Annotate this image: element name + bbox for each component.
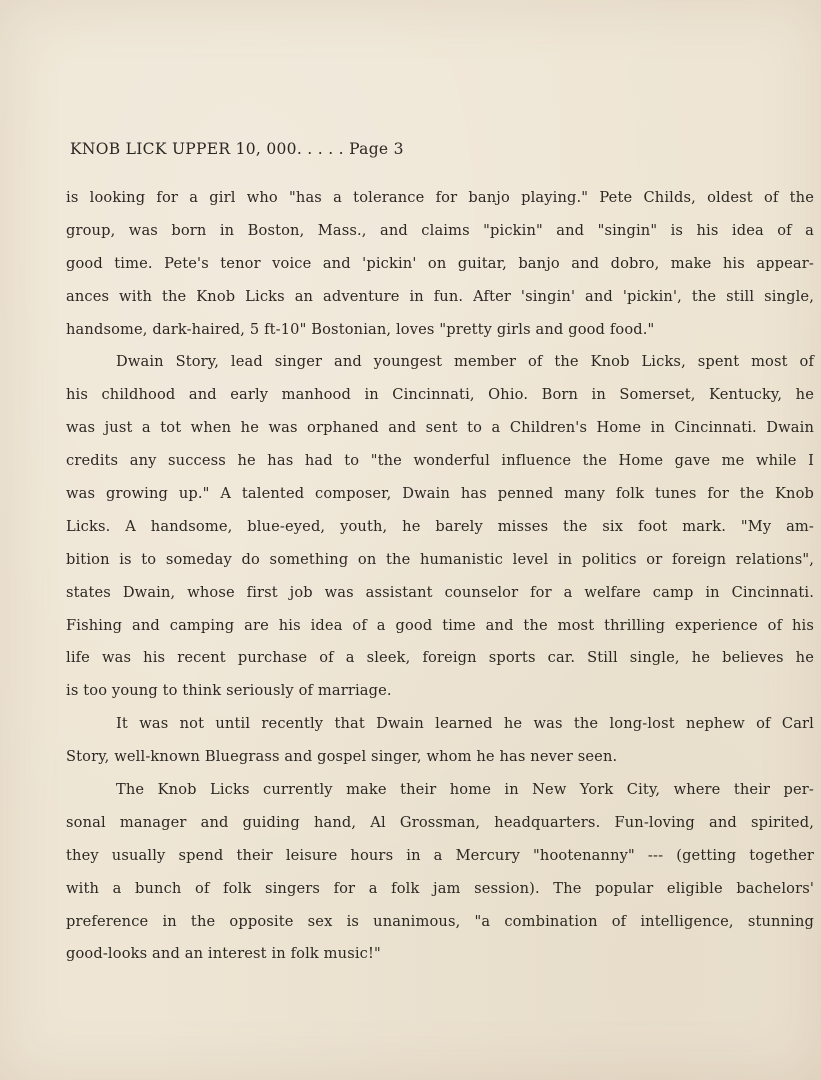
text-line: Licks. A handsome, blue-eyed, youth, he barely misses the six foot mark. "My am- — [66, 517, 814, 535]
text-line: handsome, dark-haired, 5 ft-10" Bostonian, loves "pretty girls and good food." — [66, 320, 655, 338]
text-line: states Dwain, whose first job was assistant counselor for a welfare camp in Cincinnati. — [66, 583, 814, 601]
paragraph-3 — [66, 708, 814, 774]
text-line: sonal manager and guiding hand, Al Grossman, headquarters. Fun-loving and spirited, — [66, 813, 814, 831]
paragraph-2 — [66, 346, 814, 708]
body-text — [66, 182, 814, 971]
text-line: was growing up." A talented composer, Dwain has penned many folk tunes for the Knob — [66, 485, 814, 503]
text-line: Dwain Story, lead singer and youngest member of the Knob Licks, spent most of — [116, 353, 814, 371]
text-line: with a bunch of folk singers for a folk jam session). The popular eligible bachelors' — [66, 879, 814, 897]
page-header: KNOB LICK UPPER 10, 000. . . . . Page 3 — [70, 140, 404, 158]
text-line: life was his recent purchase of a sleek, foreign sports car. Still single, he believes he — [66, 649, 814, 667]
text-line: ances with the Knob Licks an adventure in fun. After 'singin' and 'pickin', the still single, — [66, 287, 814, 305]
text-line: It was not until recently that Dwain learned he was the long-lost nephew of Carl — [116, 715, 814, 733]
text-line: they usually spend their leisure hours in a Mercury "hootenanny" --- (getting together — [66, 846, 814, 864]
text-line: preference in the opposite sex is unanimous, "a combination of intelligence, stunning — [66, 912, 814, 930]
paragraph-4 — [66, 774, 814, 971]
text-line: is looking for a girl who "has a tolerance for banjo playing." Pete Childs, oldest of the — [66, 189, 814, 206]
text-line: is too young to think seriously of marriage. — [66, 682, 392, 700]
text-line: bition is to someday do something on the humanistic level in politics or foreign relations", — [66, 550, 814, 568]
text-line: good time. Pete's tenor voice and 'pickin' on guitar, banjo and dobro, make his appear- — [66, 254, 814, 272]
text-line: group, was born in Boston, Mass., and claims "pickin" and "singin" is his idea of a — [66, 221, 814, 239]
text-line: Story, well-known Bluegrass and gospel singer, whom he has never seen. — [66, 748, 618, 766]
text-line: Fishing and camping are his idea of a good time and the most thrilling experience of his — [66, 616, 814, 634]
text-line: good-looks and an interest in folk music!" — [66, 945, 381, 963]
text-line: was just a tot when he was orphaned and sent to a Children's Home in Cincinnati. Dwain — [66, 419, 814, 437]
text-line: his childhood and early manhood in Cincinnati, Ohio. Born in Somerset, Kentucky, he — [66, 386, 814, 404]
text-line: credits any success he has had to "the wonderful influence the Home gave me while I — [66, 452, 814, 470]
text-line: The Knob Licks currently make their home in New York City, where their per- — [116, 781, 814, 799]
paragraph-1 — [66, 182, 814, 346]
